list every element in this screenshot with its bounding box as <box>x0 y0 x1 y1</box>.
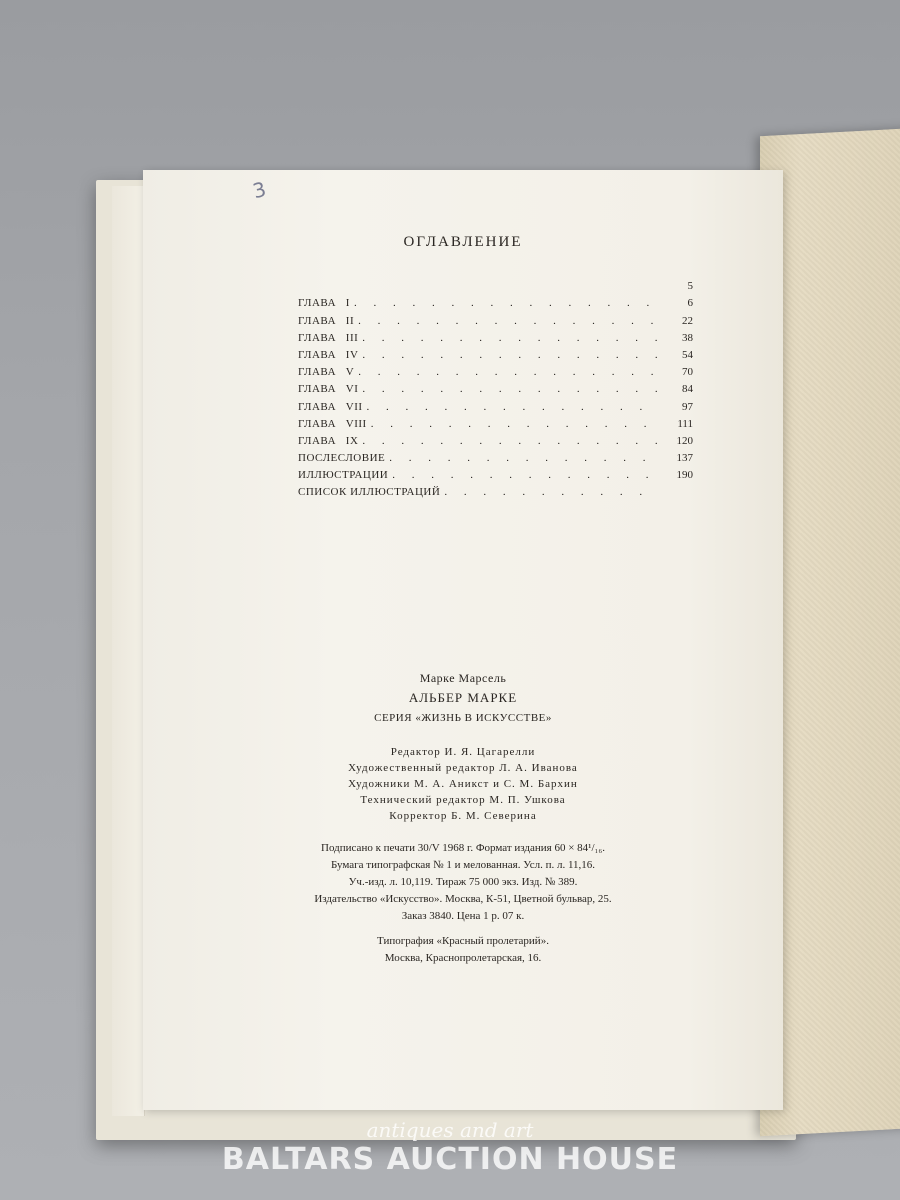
printer-line: Типография «Красный пролетарий». <box>377 935 549 947</box>
pencil-mark: 3 <box>250 176 269 204</box>
toc-page: 5 <box>687 280 693 293</box>
toc-page: 6 <box>687 297 693 310</box>
toc-label: ГЛАВА II <box>298 314 355 327</box>
toc-label: ГЛАВА III <box>298 331 359 344</box>
toc-title: ОГЛАВЛЕНИЕ <box>403 234 523 250</box>
book-page <box>143 170 783 1110</box>
toc-leader <box>392 469 659 481</box>
watermark-tagline: antiques and art <box>366 1118 534 1142</box>
toc-page: 190 <box>676 469 693 482</box>
toc-label: ГЛАВА VI <box>298 383 359 396</box>
toc-row <box>298 327 693 344</box>
toc-page: 137 <box>676 452 693 465</box>
printer-info <box>143 933 783 967</box>
watermark-name: BALTARS AUCTION HOUSE <box>221 1142 679 1177</box>
toc-row <box>298 481 693 498</box>
colophon <box>143 670 783 967</box>
toc-row <box>298 292 693 309</box>
toc-page: 54 <box>682 348 693 361</box>
toc-row <box>298 464 693 481</box>
toc-row <box>298 361 693 378</box>
toc-page: 120 <box>676 434 693 447</box>
credit-line: Художественный редактор Л. А. Иванова <box>348 762 578 774</box>
toc-label: ГЛАВА I <box>298 297 350 310</box>
watermark <box>0 1118 900 1177</box>
toc-page: 38 <box>682 331 693 344</box>
credit-line: Редактор И. Я. Цагарелли <box>390 746 536 758</box>
imprint-line: Подписано к печати 30/V 1968 г. Формат издания 60 × 84¹/₁₆. <box>321 842 605 854</box>
credit-line: Технический редактор М. П. Ушкова <box>360 794 566 806</box>
credits <box>143 744 783 824</box>
toc-leader <box>362 383 659 395</box>
page-edges <box>112 186 145 1116</box>
toc-row <box>298 430 693 447</box>
book-title: АЛЬБЕР МАРКЕ <box>408 690 518 705</box>
toc-leader <box>358 366 659 378</box>
credit-line: Корректор Б. М. Северина <box>389 810 537 822</box>
credit-line: Художники М. А. Аникст и С. М. Бархин <box>348 778 578 790</box>
book-author: Марке Марсель <box>419 671 507 685</box>
toc-page: 97 <box>682 400 693 413</box>
toc-row <box>298 309 693 326</box>
printer-line: Москва, Краснопролетарская, 16. <box>384 952 542 964</box>
toc-row <box>298 275 693 292</box>
toc-row <box>298 344 693 361</box>
toc-label: ПОСЛЕСЛОВИЕ <box>298 452 386 465</box>
imprint-line: Уч.-изд. л. 10,119. Тираж 75 000 экз. Изд. № 389. <box>348 876 578 888</box>
toc-leader <box>362 435 659 447</box>
toc-page: 111 <box>677 417 693 430</box>
toc-leader <box>358 315 659 327</box>
table-of-contents <box>298 275 693 498</box>
toc-label: ГЛАВА VII <box>298 400 363 413</box>
toc-page: 84 <box>682 383 693 396</box>
toc-leader <box>389 452 659 464</box>
imprint-line: Заказ 3840. Цена 1 р. 07 к. <box>401 910 525 922</box>
imprint-line: Бумага типографская № 1 и мелованная. Усл. п. л. 11,16. <box>330 859 596 871</box>
toc-label: СПИСОК ИЛЛЮСТРАЦИЙ <box>298 486 441 499</box>
toc-label: ГЛАВА V <box>298 366 355 379</box>
imprint-line: Издательство «Искусство». Москва, К-51, Цветной бульвар, 25. <box>314 893 612 905</box>
toc-label: ГЛАВА VIII <box>298 417 367 430</box>
toc-page: 70 <box>682 366 693 379</box>
toc-label: ГЛАВА IV <box>298 348 359 361</box>
toc-page: 22 <box>682 314 693 327</box>
toc-row <box>298 378 693 395</box>
toc-label: ГЛАВА IX <box>298 434 359 447</box>
toc-row <box>298 395 693 412</box>
book-series: СЕРИЯ «ЖИЗНЬ В ИСКУССТВЕ» <box>374 712 552 724</box>
toc-leader <box>362 332 659 344</box>
toc-leader <box>362 349 659 361</box>
imprint <box>143 840 783 925</box>
toc-label: ИЛЛЮСТРАЦИИ <box>298 469 389 482</box>
toc-leader <box>367 401 659 413</box>
toc-leader <box>354 297 659 309</box>
toc-leader <box>444 486 659 498</box>
toc-row <box>298 413 693 430</box>
toc-leader <box>371 418 659 430</box>
toc-row <box>298 447 693 464</box>
